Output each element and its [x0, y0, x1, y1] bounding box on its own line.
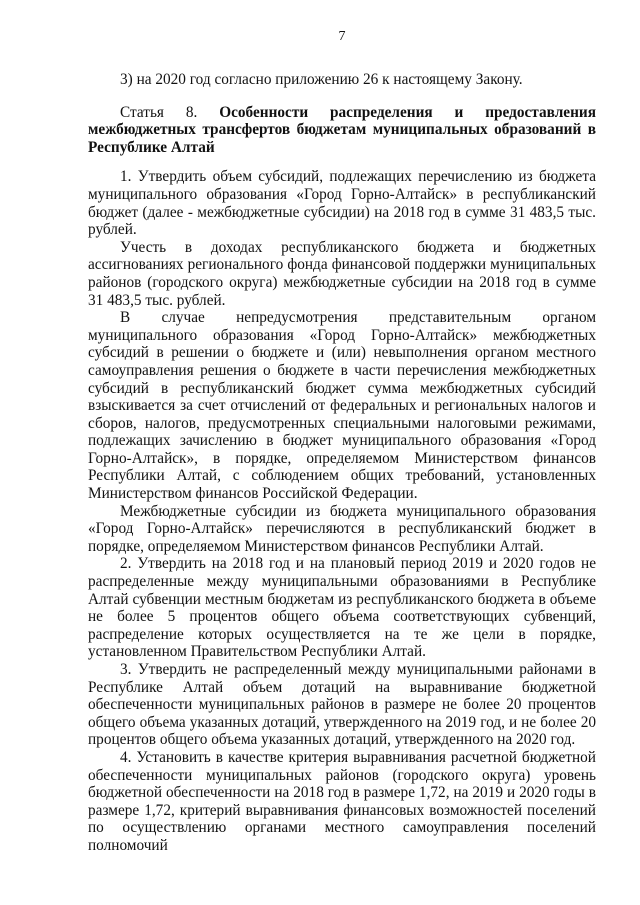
paragraph-1: 1. Утвердить объем субсидий, подлежащих перечислению из бюджета муниципального образования «Город Горно-Алтайск» в республиканский бюджет (далее - межбюджетные субсидии) на 2018 год в сумме 31 483,5 тыс. рублей. [88, 168, 596, 239]
paragraph-3: В случае непредусмотрения представительным органом муниципального образования «Город Горно-Алтайск» межбюджетных субсидий в решении о бюджете и (или) невыполнения органом местного самоуправления решения о бюджете в части перечисления межбюджетных субсидий в республиканский бюджет сумма межбюджетных субсидий взыскивается за счет отчислений от федеральных и региональных налогов и сборов, налогов, предусмотренных специальными налоговыми режимами, подлежащих зачислению в бюджет муниципального образования «Город Горно-Алтайск», в порядке, определяемом Министерством финансов Республики Алтай, с соблюдением общих требований, установленных Министерством финансов Российской Федерации. [88, 309, 596, 503]
article-heading [88, 104, 596, 157]
paragraph-4: Межбюджетные субсидии из бюджета муниципального образования «Город Горно-Алтайск» перечисляются в республиканский бюджет в порядке, определяемом Министерством финансов Республики Алтай. [88, 502, 596, 555]
paragraph-5: 2. Утвердить на 2018 год и на плановый период 2019 и 2020 годов не распределенные между муниципальными образованиями в Республике Алтай субвенции местным бюджетам из республиканского бюджета в объеме не более 5 процентов общего объема соответствующих субвенций, распределение которых осуществляется на те же цели в порядке, установленном Правительством Республики Алтай. [88, 555, 596, 661]
article-title: Особенности распределения и предоставления межбюджетных трансфертов бюджетам муниципальных образований в Республике Алтай [88, 103, 596, 156]
page-number: 7 [338, 29, 346, 44]
article-prefix: Статья 8. [120, 103, 220, 121]
item-3-text: 3) на 2020 год согласно приложению 26 к настоящему Закону. [120, 71, 523, 88]
paragraph-2: Учесть в доходах республиканского бюджета и бюджетных ассигнованиях регионального фонда финансовой поддержки муниципальных районов (городского округа) межбюджетные субсидии на 2018 год в сумме 31 483,5 тыс. рублей. [88, 238, 596, 309]
paragraph-6: 3. Утвердить не распределенный между муниципальными районами в Республике Алтай объем дотаций на выравнивание бюджетной обеспеченности муниципальных районов в размере не более 20 процентов общего объема указанных дотаций, утвержденного на 2019 год, и не более 20 процентов общего объема указанных дотаций, утвержденного на 2020 год. [88, 661, 596, 749]
paragraph-7: 4. Установить в качестве критерия выравнивания расчетной бюджетной обеспеченности муниципальных районов (городского округа) уровень бюджетной обеспеченности на 2018 год в размере 1,72, на 2019 и 2020 годы в размере 1,72, критерий выравнивания финансовых возможностей поселений по осуществлению органами местного самоуправления поселений полномочий [88, 748, 596, 854]
